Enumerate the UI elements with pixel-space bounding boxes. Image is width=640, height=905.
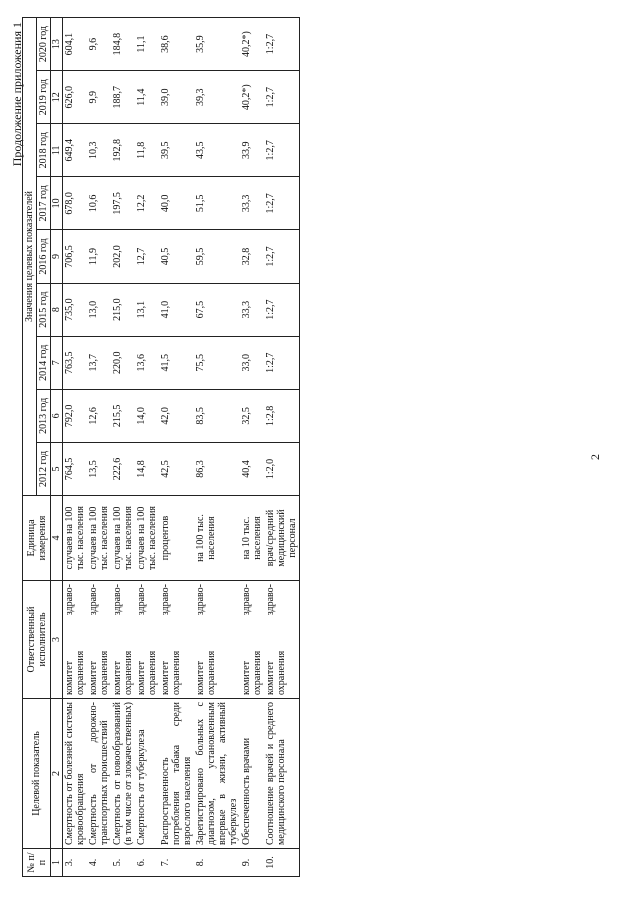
table-row (135, 18, 159, 877)
indicator-value: 11,1 (135, 18, 159, 71)
indicator-value: 13,5 (87, 442, 111, 495)
column-number: 6 (51, 389, 63, 442)
measurement-unit: случаев на 100 тыс. населения (87, 496, 111, 581)
header-year: 2019 год (37, 71, 51, 124)
indicator-value: 202,0 (111, 230, 135, 283)
header-year: 2014 год (37, 336, 51, 389)
header-year: 2018 год (37, 124, 51, 177)
row-index: 6. (135, 849, 159, 877)
indicator-value: 41,0 (159, 283, 194, 336)
row-index: 8. (194, 849, 240, 877)
indicator-value: 39,3 (194, 71, 240, 124)
indicator-value: 1:2,8 (264, 389, 300, 442)
table-row (194, 18, 240, 877)
column-number: 8 (51, 283, 63, 336)
measurement-unit: случаев на 100 тыс. населения (63, 496, 88, 581)
indicator-value: 1:2,7 (264, 283, 300, 336)
indicator-value: 215,0 (111, 283, 135, 336)
header-values-group: Значения целевых показателей (23, 18, 37, 496)
row-index: 5. (111, 849, 135, 877)
indicator-value: 11,8 (135, 124, 159, 177)
indicator-value: 12,7 (135, 230, 159, 283)
indicator-value: 32,8 (240, 230, 264, 283)
column-number: 3 (51, 581, 63, 699)
indicator-value: 188,7 (111, 71, 135, 124)
indicator-value: 33,0 (240, 336, 264, 389)
indicator-value: 86,3 (194, 442, 240, 495)
appendix-caption: Продолжение приложения 1 (10, 22, 24, 167)
page-number: 2 (588, 454, 602, 460)
indicator-value: 67,5 (194, 283, 240, 336)
indicator-value: 35,9 (194, 18, 240, 71)
indicator-value: 10,6 (87, 177, 111, 230)
measurement-unit: случаев на 100 тыс. населения (135, 496, 159, 581)
indicator-value: 197,5 (111, 177, 135, 230)
row-index: 10. (264, 849, 300, 877)
header-unit: Единица измерения (23, 496, 51, 581)
indicator-name: Распространенность потребления табака среди взрослого населения (159, 699, 194, 849)
indicator-value: 1:2,7 (264, 336, 300, 389)
indicator-value: 40,4 (240, 442, 264, 495)
indicator-value: 649,4 (63, 124, 88, 177)
indicator-value: 1:2,7 (264, 177, 300, 230)
indicator-name: Смертность от дорожно-транспортных происшествий (87, 699, 111, 849)
column-number: 9 (51, 230, 63, 283)
header-idx: № п/п (23, 849, 51, 877)
responsible-executor: комитет здраво-охранения (87, 581, 111, 699)
row-index: 3. (63, 849, 88, 877)
indicator-value: 75,5 (194, 336, 240, 389)
measurement-unit: случаев на 100 тыс. населения (111, 496, 135, 581)
indicator-value: 1:2,7 (264, 124, 300, 177)
indicator-value: 59,5 (194, 230, 240, 283)
table-row (159, 18, 194, 877)
indicator-value: 735,0 (63, 283, 88, 336)
header-year: 2012 год (37, 442, 51, 495)
responsible-executor: комитет здраво-охранения (111, 581, 135, 699)
table-row (264, 18, 300, 877)
column-number: 4 (51, 496, 63, 581)
indicator-value: 42,5 (159, 442, 194, 495)
indicator-value: 42,0 (159, 389, 194, 442)
indicator-value: 41,5 (159, 336, 194, 389)
indicator-value: 604,1 (63, 18, 88, 71)
indicator-value: 192,8 (111, 124, 135, 177)
indicator-value: 12,6 (87, 389, 111, 442)
table-row (111, 18, 135, 877)
indicator-value: 38,6 (159, 18, 194, 71)
column-number: 11 (51, 124, 63, 177)
measurement-unit: врач/средний медицинский персонал (264, 496, 300, 581)
indicator-value: 40,2*) (240, 71, 264, 124)
indicator-value: 764,5 (63, 442, 88, 495)
row-index: 4. (87, 849, 111, 877)
responsible-executor: комитет здраво-охранения (63, 581, 88, 699)
indicator-value: 11,9 (87, 230, 111, 283)
indicator-value: 222,6 (111, 442, 135, 495)
indicators-table (22, 17, 300, 877)
column-number: 7 (51, 336, 63, 389)
indicator-value: 83,5 (194, 389, 240, 442)
indicator-value: 14,8 (135, 442, 159, 495)
indicator-value: 39,0 (159, 71, 194, 124)
indicator-name: Соотношение врачей и среднего медицинского персонала (264, 699, 300, 849)
responsible-executor: комитет здраво-охранения (240, 581, 264, 699)
indicator-value: 678,0 (63, 177, 88, 230)
column-number: 12 (51, 71, 63, 124)
header-year: 2015 год (37, 283, 51, 336)
indicator-value: 184,8 (111, 18, 135, 71)
indicator-value: 792,0 (63, 389, 88, 442)
table-row (63, 18, 88, 877)
header-executor: Ответственный исполнитель (23, 581, 51, 699)
header-year: 2017 год (37, 177, 51, 230)
column-number: 13 (51, 18, 63, 71)
header-year: 2020 год (37, 18, 51, 71)
indicator-value: 1:2,7 (264, 71, 300, 124)
indicator-value: 33,3 (240, 177, 264, 230)
indicator-value: 763,5 (63, 336, 88, 389)
column-number: 1 (51, 849, 63, 877)
indicator-name: Смертность от болезней системы кровообращения (63, 699, 88, 849)
indicator-value: 220,0 (111, 336, 135, 389)
indicator-value: 51,5 (194, 177, 240, 230)
row-index: 9. (240, 849, 264, 877)
indicator-value: 13,7 (87, 336, 111, 389)
responsible-executor: комитет здраво-охранения (194, 581, 240, 699)
responsible-executor: комитет здраво-охранения (264, 581, 300, 699)
header-year: 2013 год (37, 389, 51, 442)
indicator-value: 1:2,0 (264, 442, 300, 495)
column-number: 2 (51, 699, 63, 849)
indicator-value: 13,0 (87, 283, 111, 336)
indicator-value: 39,5 (159, 124, 194, 177)
indicator-value: 32,5 (240, 389, 264, 442)
table-row (240, 18, 264, 877)
header-year: 2016 год (37, 230, 51, 283)
indicator-value: 706,5 (63, 230, 88, 283)
indicator-value: 10,3 (87, 124, 111, 177)
indicator-value: 626,0 (63, 71, 88, 124)
responsible-executor: комитет здраво-охранения (135, 581, 159, 699)
header-name: Целевой показатель (23, 699, 51, 849)
measurement-unit: процентов (159, 496, 194, 581)
indicator-value: 9,6 (87, 18, 111, 71)
indicator-name: Смертность от новообразований (в том числе от злокачественных) (111, 699, 135, 849)
indicator-value: 33,9 (240, 124, 264, 177)
indicator-value: 40,0 (159, 177, 194, 230)
indicator-value: 11,4 (135, 71, 159, 124)
indicator-value: 1:2,7 (264, 18, 300, 71)
indicator-value: 13,1 (135, 283, 159, 336)
column-number: 5 (51, 442, 63, 495)
indicator-name: Зарегистрировано больных с диагнозом, установленным впервые в жизни, активный туберкулез (194, 699, 240, 849)
table-row (87, 18, 111, 877)
indicator-name: Обеспеченность врачами (240, 699, 264, 849)
measurement-unit: на 100 тыс. населения (194, 496, 240, 581)
measurement-unit: на 10 тыс. населения (240, 496, 264, 581)
indicator-value: 33,3 (240, 283, 264, 336)
indicator-value: 14,0 (135, 389, 159, 442)
indicator-value: 1:2,7 (264, 230, 300, 283)
indicator-value: 12,2 (135, 177, 159, 230)
indicator-value: 40,2*) (240, 18, 264, 71)
responsible-executor: комитет здраво-охранения (159, 581, 194, 699)
indicator-value: 9,9 (87, 71, 111, 124)
indicator-value: 215,5 (111, 389, 135, 442)
indicator-name: Смертность от туберкулеза (135, 699, 159, 849)
row-index: 7. (159, 849, 194, 877)
indicator-value: 43,5 (194, 124, 240, 177)
indicator-value: 40,5 (159, 230, 194, 283)
column-number: 10 (51, 177, 63, 230)
indicator-value: 13,6 (135, 336, 159, 389)
